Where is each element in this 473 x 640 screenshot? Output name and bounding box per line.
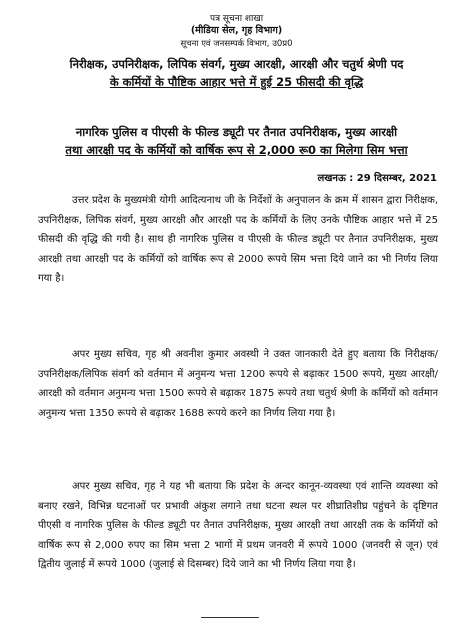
footer-divider: [201, 617, 259, 618]
body-paragraph-2: अपर मुख्य सचिव, गृह श्री अवनीश कुमार अवस्थी ने उक्त जानकारी देते हुए बताया कि निरीक्षक/उपनिरीक्षक/लिपिक संवर्ग को वर्तमान में अनुमन्य भत्ता 1200 रूपये से बढ़ाकर 1500 रूपये, मुख्य आरक्षी/आरक्षी को वर्तमान अनुमन्य भत्ता 1500 रूपये से बढ़ाकर 1875 रूपये तथा चतुर्थ श्रेणी के कर्मियों को वर्तमान अनुमन्य भत्ता 1350 रूपये से बढ़ाकर 1688 रूपये करने का निर्णय लिया गया है।: [38, 349, 438, 419]
body-paragraph-1: उत्तर प्रदेश के मुख्यमंत्री योगी आदित्यनाथ जी के निर्देशों के अनुपालन के क्रम में शासन द्वारा निरीक्षक, उपनिरीक्षक, लिपिक संवर्ग, मुख्य आरक्षी और आरक्षी पद के कर्मियों के लिए उनके पौष्टिक आहार भत्ते में 25 फीसदी की वृद्धि की गयी है। साथ ही नागरिक पुलिस व पीएसी के फील्ड ड्यूटी पर तैनात उपनिरीक्षक, मुख्य आरक्षी तथा आरक्षी पद के कर्मियों को वार्षिक रूप से 2000 रूपये सिम भत्ता दिये जाने का भी निर्णय लिया गया है।: [38, 195, 438, 284]
subheadline-line-1: नागरिक पुलिस व पीएसी के फील्ड ड्यूटी पर तैनात उपनिरीक्षक, मुख्य आरक्षी: [75, 125, 398, 139]
subheadline-line-2: तथा आरक्षी पद के कर्मियों को वार्षिक रूप से 2,000 रू0 का मिलेगा सिम भत्ता: [65, 143, 408, 157]
office-name: पत्र सूचना शाखा: [209, 14, 264, 24]
cell-name: (मीडिया सेल, गृह विभाग): [190, 25, 283, 36]
dateline: लखनऊ : 29 दिसम्बर, 2021: [317, 173, 437, 184]
body-paragraph-3: अपर मुख्य सचिव, गृह ने यह भी बताया कि प्रदेश के अन्दर कानून-व्यवस्था एवं शान्ति व्यवस्था को बनाए रखने, विभिन्न घटनाओं पर प्रभावी अंकुश लगाने तथा घटना स्थल पर शीघ्रातिशीघ्र पहुंचने के दृष्टिगत पीएसी व नागरिक पुलिस के फील्ड ड्यूटी पर तैनात उपनिरीक्षक, मुख्य आरक्षी तथा आरक्षी तक के कर्मियों को वार्षिक रूप से 2,000 रुपए का सिम भत्ता 2 भागों में प्रथम जनवरी में रूपये 1000 (जनवरी से जून) एवं द्वितीय जुलाई में रूपये 1000 (जुलाई से दिसम्बर) दिये जाने का भी निर्णय लिया गया है।: [38, 481, 438, 570]
department-name: सूचना एवं जनसम्पर्क विभाग, उ0प्र0: [180, 39, 293, 49]
headline: [0, 55, 473, 91]
headline-line-1: निरीक्षक, उपनिरीक्षक, लिपिक संवर्ग, मुख्य आरक्षी, आरक्षी और चतुर्थ श्रेणी पद: [69, 57, 404, 71]
headline-line-2: के कर्मियों के पौष्टिक आहार भत्ते में हुई 25 फीसदी की वृद्धि: [109, 75, 364, 89]
subheadline: [0, 123, 473, 159]
